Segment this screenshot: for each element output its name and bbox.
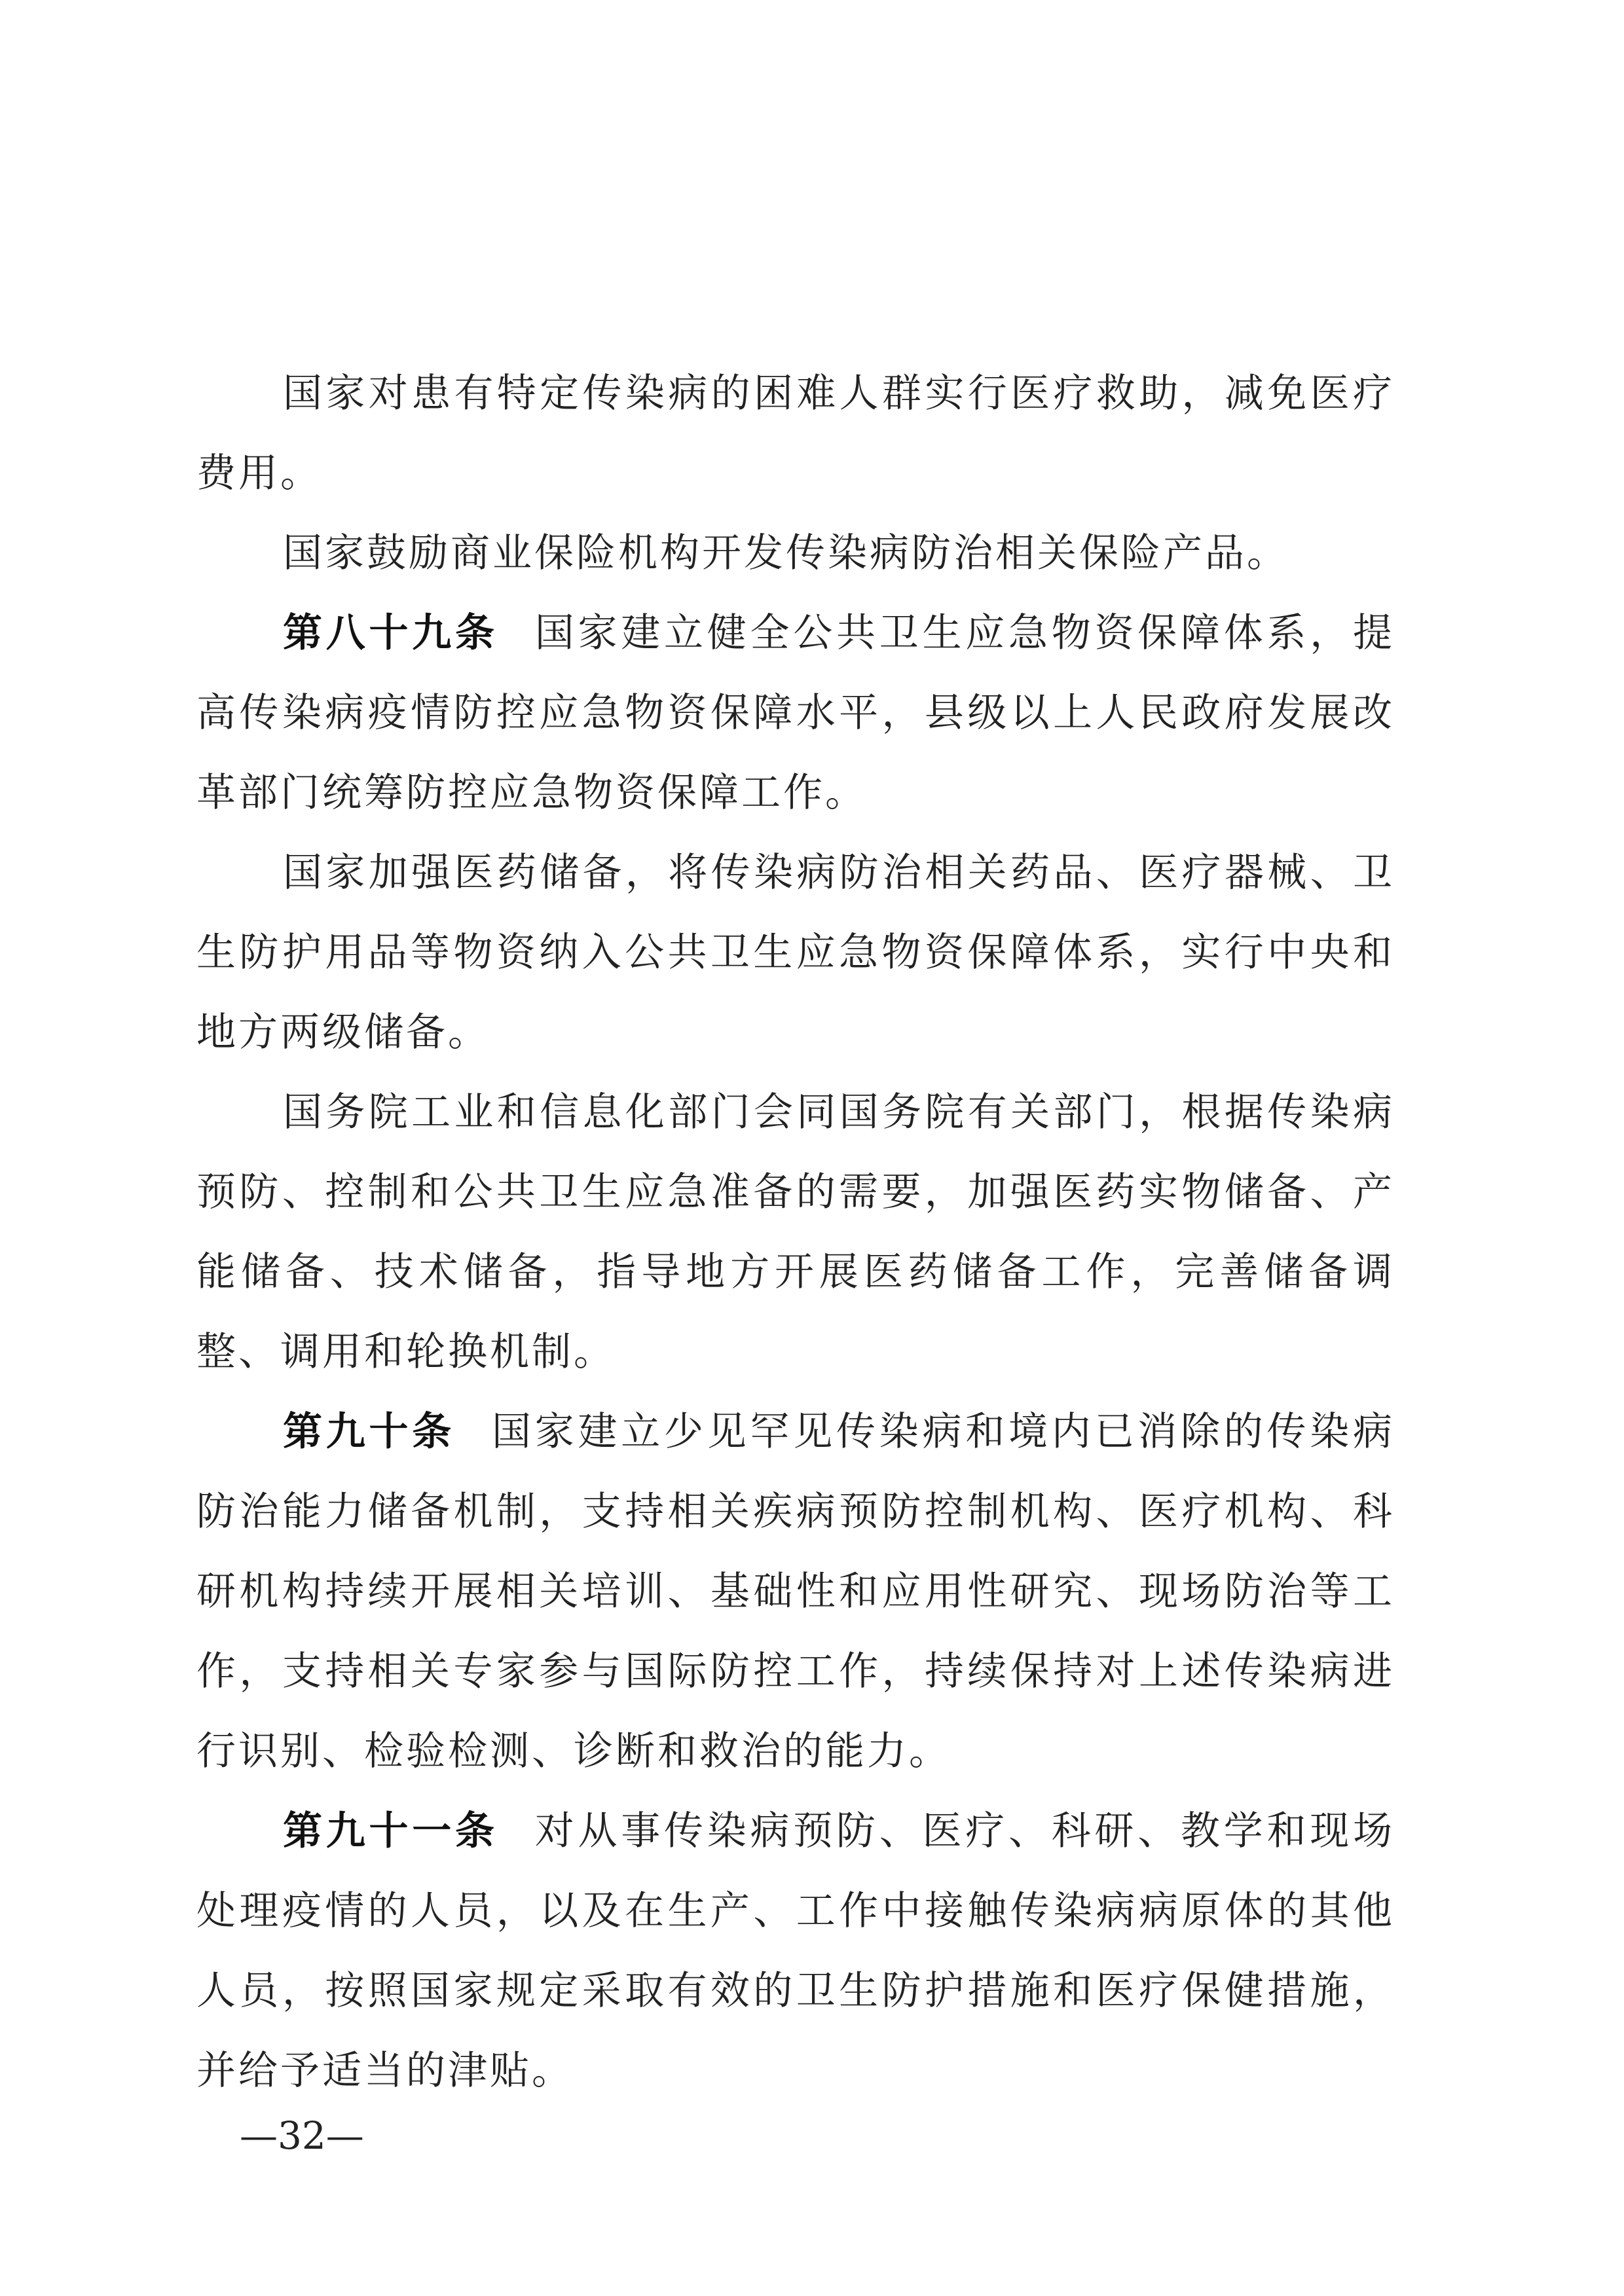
paragraph-text: 国家对患有特定传染病的困难人群实行医疗救助，减免医疗费用。 — [196, 371, 1395, 496]
article-heading: 第八十九条 — [283, 610, 498, 656]
article-90 — [196, 1392, 1395, 1791]
paragraph-text: 国家建立健全公共卫生应急物资保障体系，提高传染病疫情防控应急物资保障水平，县级以上人民政府发展改革部门统筹防控应急物资保障工作。 — [196, 610, 1395, 816]
paragraph-industry-reserve — [196, 1072, 1395, 1392]
article-91 — [196, 1791, 1395, 2111]
document-body — [196, 354, 1395, 2111]
paragraph-text: 国家加强医药储备，将传染病防治相关药品、医疗器械、卫生防护用品等物资纳入公共卫生应急物资保障体系，实行中央和地方两级储备。 — [196, 850, 1395, 1055]
paragraph-commercial-insurance — [196, 513, 1395, 593]
paragraph-text: 国家建立少见罕见传染病和境内已消除的传染病防治能力储备机制，支持相关疾病预防控制机构、医疗机构、科研机构持续开展相关培训、基础性和应用性研究、现场防治等工作，支持相关专家参与国际防控工作，持续保持对上述传染病进行识别、检验检测、诊断和救治的能力。 — [196, 1409, 1395, 1774]
article-heading: 第九十一条 — [283, 1808, 498, 1854]
article-heading: 第九十条 — [283, 1409, 455, 1455]
paragraph-text: 国家鼓励商业保险机构开发传染病防治相关保险产品。 — [283, 530, 1289, 576]
paragraph-text: 国务院工业和信息化部门会同国务院有关部门，根据传染病预防、控制和公共卫生应急准备的需要，加强医药实物储备、产能储备、技术储备，指导地方开展医药储备工作，完善储备调整、调用和轮换机制。 — [196, 1089, 1395, 1375]
paragraph-text: 对从事传染病预防、医疗、科研、教学和现场处理疫情的人员，以及在生产、工作中接触传染病病原体的其他人员，按照国家规定采取有效的卫生防护措施和医疗保健措施，并给予适当的津贴。 — [196, 1808, 1395, 2094]
paragraph-medicine-reserve — [196, 833, 1395, 1072]
article-89 — [196, 593, 1395, 833]
paragraph-medical-aid — [196, 354, 1395, 513]
page-number: —32— — [240, 2113, 364, 2158]
